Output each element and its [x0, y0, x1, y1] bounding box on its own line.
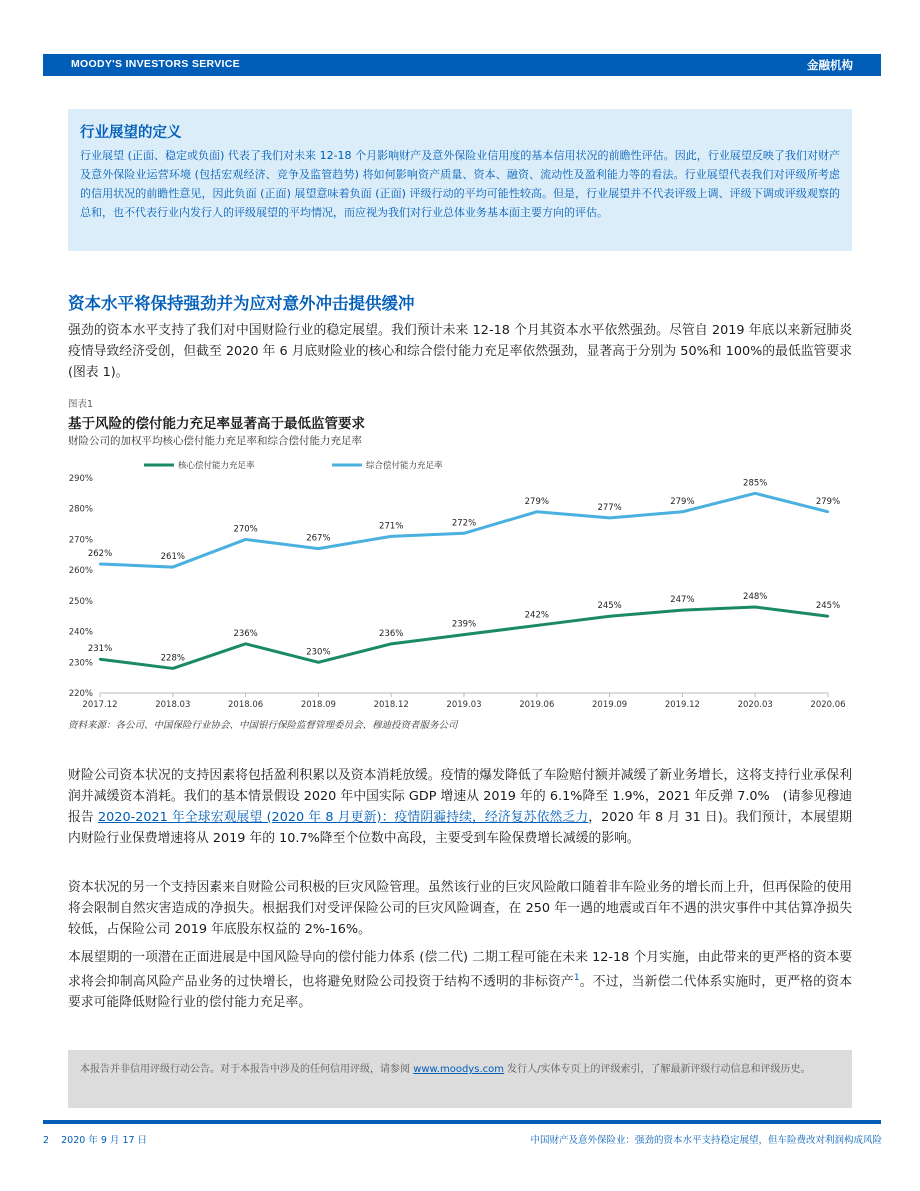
data-point — [536, 624, 538, 626]
disclaimer-before: 本报告并非信用评级行动公告。对于本报告中涉及的任何信用评级，请参阅 — [80, 1064, 414, 1075]
data-label: 261% — [160, 552, 185, 563]
data-point — [317, 547, 319, 549]
disclaimer-box — [68, 1050, 852, 1108]
data-point — [99, 563, 101, 565]
legend-label-1: 综合偿付能力充足率 — [366, 461, 443, 471]
data-point — [827, 511, 829, 513]
x-tick-label: 2018.09 — [300, 700, 336, 710]
x-tick-label: 2018.12 — [373, 700, 409, 710]
data-point — [390, 535, 392, 537]
data-point — [172, 667, 174, 669]
legend-label-0: 核心偿付能力充足率 — [178, 461, 255, 471]
y-tick-label: 270% — [68, 535, 93, 546]
paragraph-c-ross — [68, 947, 852, 1013]
brand-name: MOODY'S INVESTORS SERVICE — [71, 58, 240, 70]
y-tick-label: 250% — [68, 596, 93, 607]
header-bar — [43, 54, 881, 76]
data-label: 262% — [87, 549, 113, 559]
section-name: 金融机构 — [807, 58, 853, 72]
footnote-marker[interactable]: 1 — [573, 973, 580, 983]
macro-outlook-report-link[interactable]: 2020-2021 年全球宏观展望 (2020 年 8 月更新)：疫情阴霾持续，经济复苏依然乏力 — [98, 810, 589, 825]
data-label: 245% — [815, 601, 841, 612]
x-tick-label: 2020.06 — [810, 700, 846, 710]
definition-title: 行业展望的定义 — [80, 125, 182, 141]
disclaimer-text — [80, 1061, 836, 1079]
data-label: 231% — [87, 644, 113, 655]
paragraph-capital: 强劲的资本水平支持了我们对中国财险行业的稳定展望。我们预计未来 12-18 个月其资本水平依然强劲。尽管自 2019 年底以来新冠肺炎疫情导致经济受创，但截至 2020 年 6 月底财险业的核心和综合偿付能力充足率依然强劲，显著高于分别为 50%和 100%的最低监管要求 (图表 1)。 — [68, 323, 852, 380]
data-label: 272% — [451, 518, 477, 529]
paragraph-support-factors — [68, 765, 852, 849]
report-title-footer: 中国财产及意外保险业：强劲的资本水平支持稳定展望，但车险费改对利润构成风险 — [530, 1135, 882, 1146]
data-point — [463, 633, 465, 635]
data-label: 242% — [524, 610, 549, 621]
figure-title: 基于风险的偿付能力充足率显著高于最低监管要求 — [68, 416, 365, 432]
series-line-1 — [100, 493, 828, 567]
data-label: 247% — [670, 595, 695, 606]
data-point — [608, 517, 610, 519]
x-tick-label: 2017.12 — [82, 700, 118, 710]
solvency-line-chart — [60, 452, 860, 712]
x-tick-label: 2020.03 — [737, 700, 773, 710]
data-point — [99, 658, 101, 660]
y-tick-label: 220% — [68, 689, 93, 699]
data-label: 270% — [233, 524, 258, 535]
data-point — [390, 643, 392, 645]
data-label: 236% — [233, 628, 258, 639]
report-date: 2020 年 9 月 17 日 — [61, 1135, 148, 1146]
data-label: 285% — [743, 478, 768, 489]
data-point — [754, 606, 756, 608]
y-tick-label: 240% — [68, 627, 93, 638]
data-point — [317, 661, 319, 663]
y-tick-label: 230% — [68, 658, 93, 669]
data-label: 228% — [160, 653, 185, 664]
data-point — [681, 609, 683, 611]
y-tick-label: 280% — [68, 504, 93, 515]
para2-text-before: 财险公司资本状况的支持因素将包括盈利积累以及资本消耗放缓。疫情的爆发降低了车险赔付额并减缓了新业务增长，这将支持行业承保利润并减缓资本消耗。我们的基本情景假设 2020 年中国实际 GDP 增速从 2019 年的 6.1%降至 1.9%，2021 年反弹 7.0% (请参见穆迪报告 — [68, 768, 852, 825]
data-point — [172, 566, 174, 568]
data-label: 267% — [306, 533, 331, 544]
figure-label: 图表1 — [68, 399, 94, 410]
data-label: 239% — [451, 619, 477, 630]
data-label: 230% — [306, 647, 331, 658]
x-tick-label: 2018.06 — [228, 700, 264, 710]
data-label: 277% — [597, 502, 622, 513]
data-point — [681, 511, 683, 513]
x-tick-label: 2019.09 — [592, 700, 628, 710]
x-tick-label: 2019.03 — [446, 700, 482, 710]
para4-text-after: 。不过，当新偿二代体系实施时，更严格的资本要求可能降低财险行业的偿付能力充足率。 — [68, 974, 853, 1011]
data-point — [827, 615, 829, 617]
para2-text-after: ，2020 年 8 月 31 日)。我们预计，本展望期内财险行业保费增速将从 2019 年的 10.7%降至个位数中高段，主要受到车险保费增长减缓的影响。 — [68, 810, 852, 846]
section-title: 资本水平将保持强劲并为应对意外冲击提供缓冲 — [68, 294, 415, 313]
y-tick-label: 290% — [68, 474, 93, 484]
footer-rule — [43, 1120, 881, 1124]
x-tick-label: 2019.06 — [519, 700, 555, 710]
data-label: 236% — [379, 628, 404, 639]
para4-text-before: 本展望期的一项潜在正面进展是中国风险导向的偿付能力体系 (偿二代) 二期工程可能在未来 12-18 个月实施，由此带来的更严格的资本要求将会抑制高风险产品业务的过快增长，也将避免财险公司投资于结构不透明的非标资产 — [68, 950, 852, 990]
x-tick-label: 2018.03 — [155, 700, 191, 710]
definition-body: 行业展望 (正面、稳定或负面) 代表了我们对未来 12-18 个月影响财产及意外保险业信用度的基本信用状况的前瞻性评估。因此，行业展望反映了我们对财产及意外保险业运营环境 (包括宏观经济、竞争及监管趋势) 将如何影响资产质量、资本、融资、流动性及盈利能力等的看法。行业展望代表我们对评级所考虑的信用状况的前瞻性意见，因此负面 (正面) 展望意味着负面 (正面) 评级行动的平均可能性较高。但是，行业展望并不代表评级上调、评级下调或评级观察的总和，也不代表行业内发行人的评级展望的平均情况，而应视为我们对行业总体业务基本面主要方向的评估。 — [80, 149, 840, 219]
data-point — [244, 643, 246, 645]
disclaimer-after: 发行人/实体专页上的评级索引，了解最新评级行动信息和评级历史。 — [503, 1064, 811, 1075]
x-tick-label: 2019.12 — [664, 700, 700, 710]
data-label: 245% — [597, 601, 622, 612]
figure-subtitle: 财险公司的加权平均核心偿付能力充足率和综合偿付能力充足率 — [68, 435, 362, 447]
series-line-0 — [100, 607, 828, 668]
data-point — [463, 532, 465, 534]
data-label: 271% — [379, 521, 404, 532]
definition-box — [68, 109, 852, 251]
data-point — [244, 538, 246, 540]
moodys-website-link[interactable]: www.moodys.com — [413, 1064, 504, 1075]
data-label: 248% — [743, 592, 768, 602]
data-point — [608, 615, 610, 617]
data-label: 279% — [524, 496, 549, 507]
data-point — [536, 511, 538, 513]
paragraph-catastrophe: 资本状况的另一个支持因素来自财险公司积极的巨灾风险管理。虽然该行业的巨灾风险敞口随着非车险业务的增长而上升，但再保险的使用将会限制自然灾害造成的净损失。根据我们对受评保险公司的巨灾风险调查，在 250 年一遇的地震或百年不遇的洪灾事件中其估算净损失较低，占保险公司 2019 年底股东权益的 2%-16%。 — [68, 880, 852, 937]
page-number: 2 — [43, 1135, 50, 1146]
data-label: 279% — [670, 496, 695, 507]
data-point — [754, 492, 756, 494]
data-label: 279% — [815, 496, 841, 507]
figure-source: 资料来源：各公司、中国保险行业协会、中国银行保险监督管理委员会、穆迪投资者服务公司 — [68, 720, 458, 731]
footer-left — [43, 1132, 147, 1146]
y-tick-label: 260% — [68, 566, 93, 577]
